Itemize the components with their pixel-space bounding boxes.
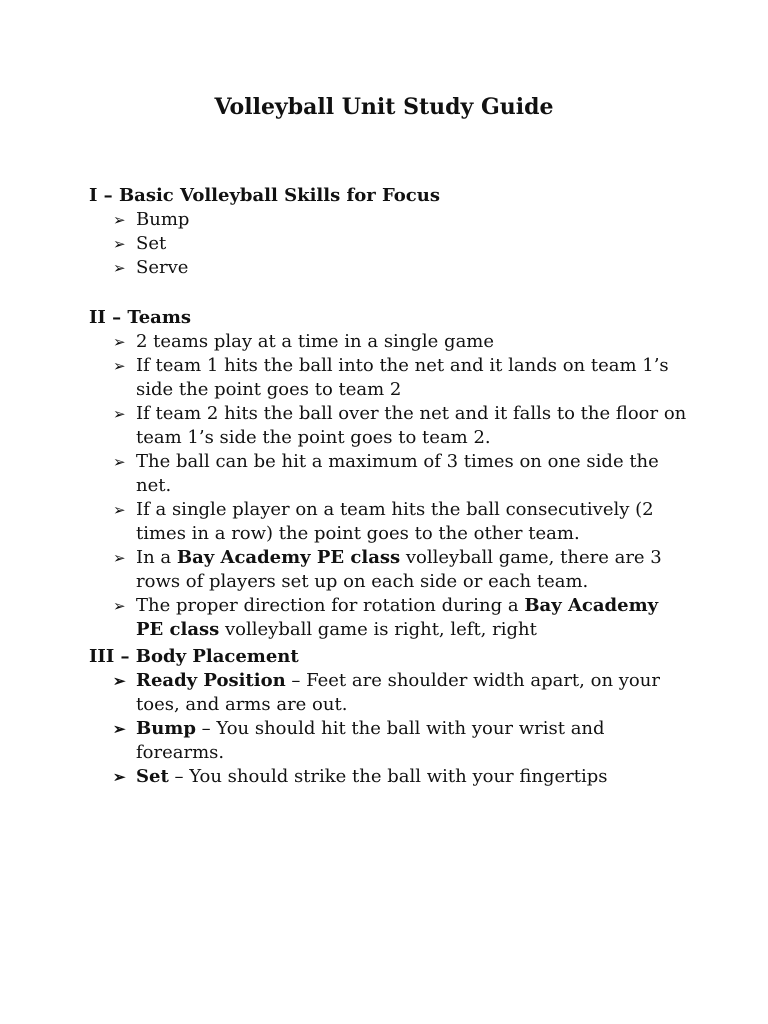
arrow-bullet-icon: ➢ bbox=[113, 549, 126, 567]
bullet-list bbox=[89, 208, 689, 280]
item-text-bold: Ready Position bbox=[136, 670, 286, 691]
arrow-bullet-icon: ➢ bbox=[113, 597, 126, 615]
bullet-list bbox=[89, 330, 689, 642]
arrow-bullet-icon: ➢ bbox=[113, 768, 126, 786]
item-text: Set bbox=[136, 233, 167, 254]
arrow-bullet-icon: ➢ bbox=[113, 501, 126, 519]
arrow-bullet-icon: ➢ bbox=[113, 720, 126, 738]
list-item bbox=[89, 232, 689, 256]
section-body-placement bbox=[89, 645, 689, 789]
item-text: The ball can be hit a maximum of 3 times on one side the net. bbox=[136, 451, 659, 496]
item-text-pre: The proper direction for rotation during a bbox=[136, 595, 525, 616]
list-item bbox=[89, 402, 689, 450]
list-item bbox=[89, 669, 689, 717]
arrow-bullet-icon: ➢ bbox=[113, 672, 126, 690]
section-heading: III – Body Placement bbox=[89, 646, 299, 667]
item-text-post: volleyball game, there are 3 rows of players set up on each side or each team. bbox=[136, 547, 662, 592]
list-item bbox=[89, 594, 689, 642]
list-item bbox=[89, 354, 689, 402]
item-text: 2 teams play at a time in a single game bbox=[136, 331, 495, 352]
list-item bbox=[89, 765, 689, 789]
item-text-post: – You should hit the ball with your wrist and forearms. bbox=[136, 718, 605, 763]
page-title: Volleyball Unit Study Guide bbox=[214, 94, 554, 120]
item-text-post: – Feet are shoulder width apart, on your toes, and arms are out. bbox=[136, 670, 660, 715]
item-text: If team 2 hits the ball over the net and it falls to the floor on team 1’s side the point goes to team 2. bbox=[136, 403, 687, 448]
list-item bbox=[89, 330, 689, 354]
item-text-post: volleyball game is right, left, right bbox=[219, 619, 537, 640]
list-item bbox=[89, 450, 689, 498]
arrow-bullet-icon: ➢ bbox=[113, 333, 126, 351]
list-item bbox=[89, 208, 689, 232]
item-text: Bump bbox=[136, 209, 190, 230]
item-text: If team 1 hits the ball into the net and it lands on team 1’s side the point goes to team 2 bbox=[136, 355, 669, 400]
section-basic-skills bbox=[89, 184, 689, 280]
arrow-bullet-icon: ➢ bbox=[113, 211, 126, 229]
item-text-bold: Bump bbox=[136, 718, 196, 739]
list-item bbox=[89, 498, 689, 546]
item-text: If a single player on a team hits the ball consecutively (2 times in a row) the point goes to the other team. bbox=[136, 499, 654, 544]
item-text-bold: Bay Academy PE class bbox=[136, 595, 659, 640]
section-teams bbox=[89, 306, 689, 642]
section-heading: I – Basic Volleyball Skills for Focus bbox=[89, 185, 440, 206]
arrow-bullet-icon: ➢ bbox=[113, 259, 126, 277]
arrow-bullet-icon: ➢ bbox=[113, 235, 126, 253]
bullet-list bbox=[89, 669, 689, 789]
list-item bbox=[89, 546, 689, 594]
arrow-bullet-icon: ➢ bbox=[113, 405, 126, 423]
list-item bbox=[89, 256, 689, 280]
item-text-bold: Bay Academy PE class bbox=[176, 547, 401, 568]
item-text-bold: Set bbox=[136, 766, 169, 787]
arrow-bullet-icon: ➢ bbox=[113, 357, 126, 375]
section-heading: II – Teams bbox=[89, 307, 191, 328]
item-text-pre: In a bbox=[136, 547, 177, 568]
list-item bbox=[89, 717, 689, 765]
item-text-post: – You should strike the ball with your fingertips bbox=[168, 766, 608, 787]
item-text: Serve bbox=[136, 257, 189, 278]
arrow-bullet-icon: ➢ bbox=[113, 453, 126, 471]
